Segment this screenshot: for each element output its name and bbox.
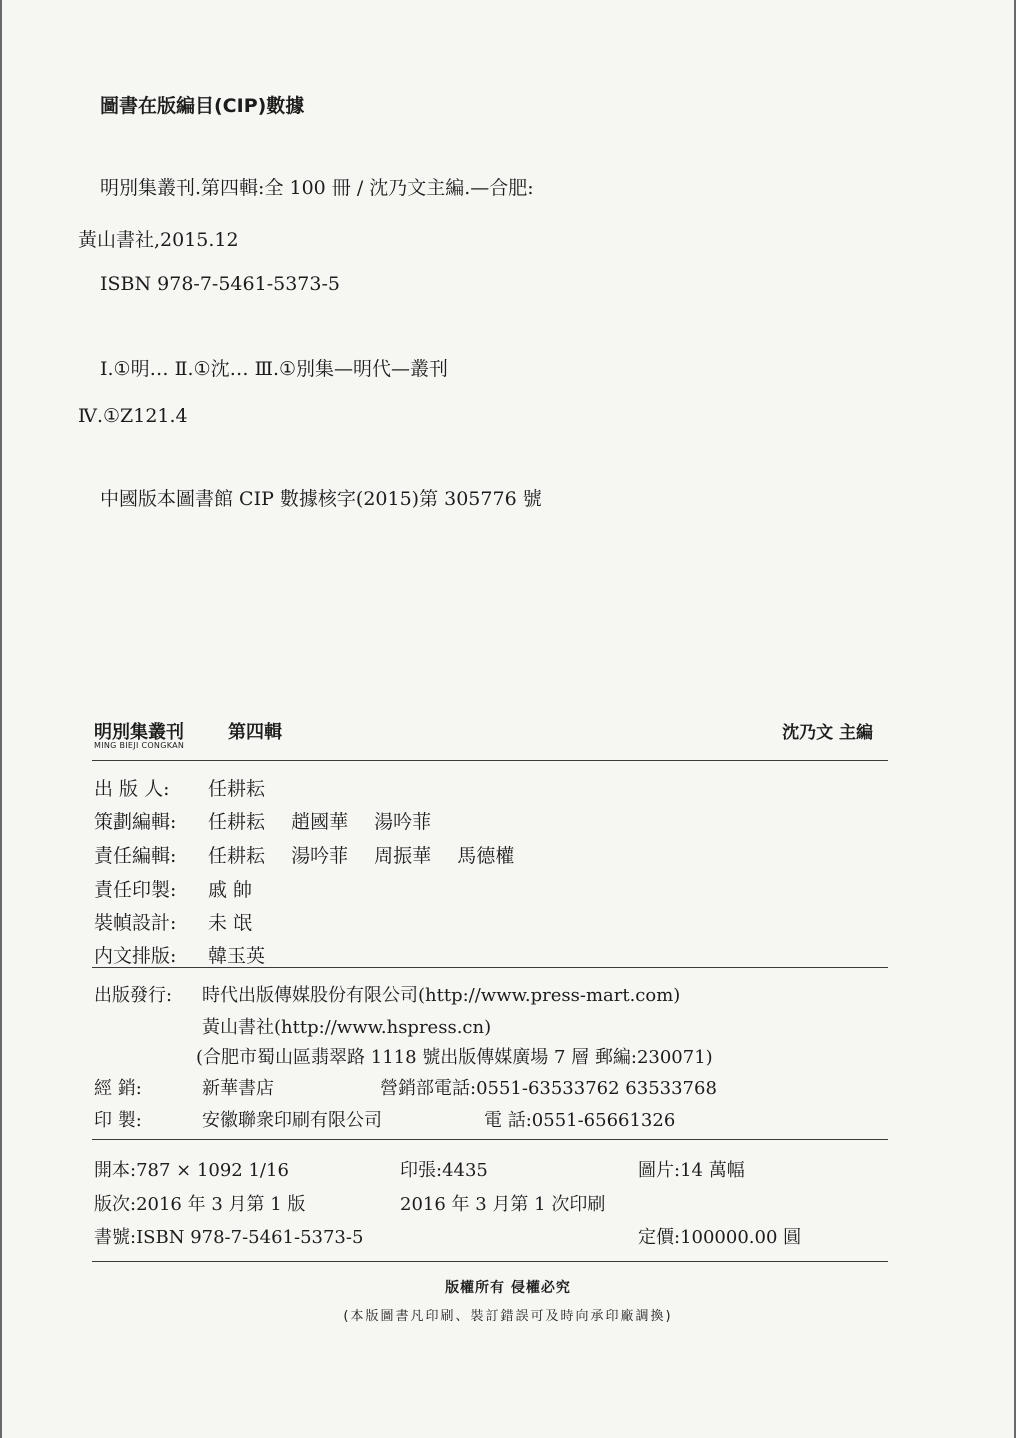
distributor: 新華書店 [202, 1078, 274, 1099]
staff-name: 趙國華 [291, 811, 349, 833]
cip-line-record-number: 中國版本圖書館 CIP 數據核字(2015)第 305776 號 [100, 488, 542, 510]
page-edge-left [0, 0, 2, 1438]
cip-line-isbn: ISBN 978-7-5461-5373-5 [100, 273, 340, 295]
staff-name: 周振華 [374, 845, 432, 867]
divider-4 [92, 1261, 888, 1262]
staff-row-responsible-editors [94, 841, 534, 868]
printed-sheets: 印張:4435 [400, 1160, 488, 1181]
staff-name: 任耕耘 [208, 811, 266, 833]
staff-row-typesetting [94, 941, 285, 968]
sales-phone: 營銷部電話:0551-63533762 63533768 [380, 1078, 717, 1099]
printer-phone: 電 話:0551-65661326 [484, 1110, 676, 1131]
staff-label: 出 版 人: [94, 778, 170, 800]
price: 定價:100000.00 圓 [638, 1227, 802, 1248]
divider-3 [92, 1139, 888, 1140]
series-pinyin: MING BIEJI CONGKAN [94, 741, 185, 750]
divider-1 [92, 760, 888, 761]
staff-row-binding-design [94, 908, 272, 935]
publishing-label: 出版發行: [94, 985, 173, 1006]
staff-row-print-supervisor [94, 875, 272, 902]
printing: 2016 年 3 月第 1 次印刷 [400, 1194, 606, 1215]
staff-name: 湯吟菲 [291, 845, 349, 867]
staff-name: 任耕耘 [208, 845, 266, 867]
staff-name: 未 氓 [208, 912, 253, 934]
imprint: 黃山書社(http://www.hspress.cn) [202, 1017, 492, 1038]
printer-label: 印 製: [94, 1110, 142, 1131]
staff-name: 韓玉英 [208, 945, 266, 967]
staff-name: 戚 帥 [208, 879, 253, 901]
staff-name: 任耕耘 [208, 778, 266, 800]
plates-count: 圖片:14 萬幅 [638, 1160, 745, 1181]
staff-label: 責任印製: [94, 879, 177, 901]
staff-name: 湯吟菲 [374, 811, 432, 833]
cip-heading: 圖書在版編目(CIP)數據 [100, 95, 305, 117]
book-format: 開本:787 × 1092 1/16 [94, 1160, 289, 1181]
series-title: 明別集叢刊 [94, 722, 184, 743]
cip-line-title: 明別集叢刊.第四輯:全 100 冊 / 沈乃文主編.—合肥: [100, 177, 534, 199]
distributor-label: 經 銷: [94, 1078, 142, 1099]
staff-name: 馬德權 [457, 845, 515, 867]
staff-row-publisher [94, 774, 285, 801]
publisher-address: (合肥市蜀山區翡翠路 1118 號出版傳媒廣場 7 層 郵編:230071) [196, 1047, 713, 1068]
series-volume: 第四輯 [228, 722, 282, 743]
edition: 版次:2016 年 3 月第 1 版 [94, 1194, 306, 1215]
copyright-notice: 版權所有 侵權必究 [445, 1280, 571, 1296]
publisher: 時代出版傳媒股份有限公司(http://www.press-mart.com) [202, 985, 681, 1006]
cip-line-classification: Ⅳ.①Z121.4 [78, 405, 188, 427]
cip-line-publisher: 黃山書社,2015.12 [78, 229, 239, 251]
staff-label: 内文排版: [94, 945, 177, 967]
staff-label: 策劃編輯: [94, 811, 177, 833]
staff-row-planning-editors [94, 807, 451, 834]
defect-exchange-notice: (本版圖書凡印刷、裝訂錯誤可及時向承印廠調換) [343, 1309, 673, 1324]
chief-editor: 沈乃文 主編 [782, 723, 873, 743]
printer: 安徽聯衆印刷有限公司 [202, 1110, 382, 1131]
divider-2 [92, 967, 888, 968]
staff-label: 責任編輯: [94, 845, 177, 867]
isbn: 書號:ISBN 978-7-5461-5373-5 [94, 1227, 364, 1248]
cip-line-subjects: Ⅰ.①明… Ⅱ.①沈… Ⅲ.①別集—明代—叢刊 [100, 358, 449, 380]
staff-label: 裝幀設計: [94, 912, 177, 934]
